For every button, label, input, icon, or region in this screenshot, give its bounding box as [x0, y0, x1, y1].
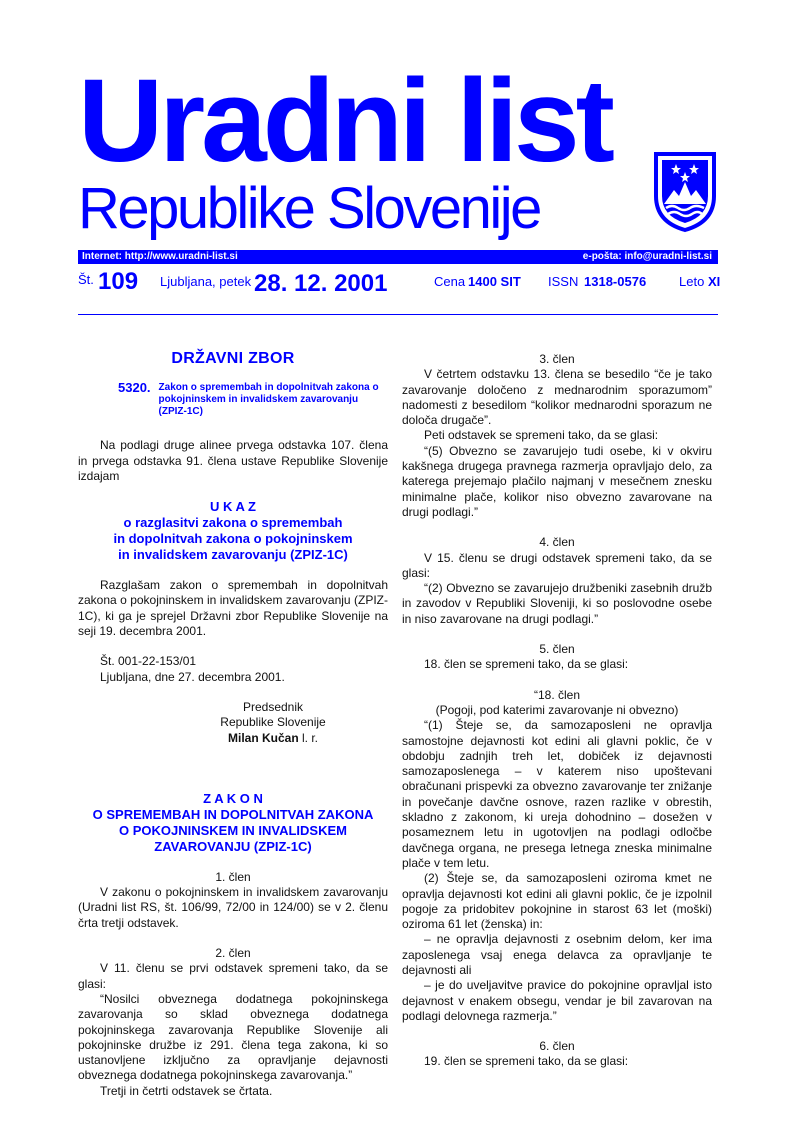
left-column — [78, 345, 388, 1099]
zakon-subtitle-1: O SPREMEMBAH IN DOPOLNITVAH ZAKONA — [92, 806, 374, 822]
act-header — [78, 380, 388, 418]
act-title: Zakon o spremembah in dopolnitvah zakona o pokojninskem in invalidskem zavarovanju (ZPIZ-1C) — [158, 382, 379, 418]
contact-bar — [78, 250, 718, 264]
ukaz-subtitle-3: in invalidskem zavarovanju (ZPIZ-1C) — [118, 547, 348, 563]
article-2-heading: 2. člen — [215, 946, 251, 961]
signature-block — [158, 731, 388, 746]
zakon-subtitle-3: ZAVAROVANJU (ZPIZ-1C) — [154, 838, 312, 854]
header-rule — [78, 314, 718, 315]
article-3-text-3: “(5) Obvezno se zavarujejo tudi osebe, ki v okviru kakšnega drugega pravnega razmerja opravljajo delo, za katerega prejemajo plačilo najmanj v mesečnem znesku minimalne plače, kolikor niso obvezno zavarovane na drugi podlagi.” — [402, 443, 712, 519]
signature-name: Milan Kučan — [227, 730, 299, 745]
year-value: XI — [708, 274, 721, 289]
act-number: 5320. — [118, 380, 151, 396]
internet-link[interactable]: Internet: http://www.uradni-list.si — [82, 251, 238, 262]
article-18-para-3: – ne opravlja dejavnosti z osebnim delom, ker ima zaposlenega vsaj enega delavca za opravljanje te dejavnosti ali — [402, 932, 712, 977]
article-2-text-1: V 11. členu se prvi odstavek spremeni tako, da se glasi: — [78, 961, 388, 991]
article-1-text: V zakonu o pokojninskem in invalidskem zavarovanju (Uradni list RS, št. 106/99, 72/00 in 124/00) se v 2. členu črta tretji odstavek. — [78, 885, 388, 930]
right-column — [402, 352, 712, 1070]
issn-label: ISSN — [548, 274, 579, 289]
price-label: Cena — [434, 274, 466, 289]
article-4-text-2: “(2) Obvezno se zavarujejo družbeniki zasebnih družb in zavodov v Republiki Sloveniji, ki so poslovodne osebe in niso zavarovane na drugi podlagi.” — [402, 581, 712, 626]
article-5-text-1: 18. člen se spremeni tako, da se glasi: — [424, 657, 629, 672]
signature-role-2: Republike Slovenije — [220, 715, 326, 730]
article-1-heading: 1. člen — [215, 869, 251, 884]
ukaz-title: U K A Z — [210, 499, 256, 515]
article-5-heading: 5. člen — [539, 642, 575, 657]
article-2-text-3: Tretji in četrti odstavek se črtata. — [100, 1083, 273, 1098]
ukaz-subtitle-1: o razglasitvi zakona o spremembah — [123, 515, 343, 531]
coat-of-arms-icon — [652, 150, 718, 234]
article-18-para-2: (2) Šteje se, da samozaposleni oziroma kmet ne opravlja dejavnosti kot edini ali glavni poklic, če je izpolnil pogoje za pridobitev pokojnine in starost 63 let (moški) oziroma 61 let (ženska) in: — [402, 871, 712, 932]
article-4-text-1: V 15. členu se drugi odstavek spremeni tako, da se glasi: — [402, 550, 712, 580]
email-link[interactable]: e-pošta: info@uradni-list.si — [582, 251, 712, 262]
issn-value: 1318-0576 — [584, 274, 647, 289]
ukaz-subtitle-2: in dopolnitvah zakona o pokojninskem — [113, 531, 353, 547]
article-18-para-4: – je do uveljavitve pravice do pokojnine opravljal isto dejavnost v enakem obsegu, vendar je bil zavarovan na podlagi delovnega razmerja.” — [402, 978, 712, 1023]
article-18-subtitle: (Pogoji, pod katerimi zavarovanje ni obvezno) — [435, 702, 679, 717]
article-3-text-1: V četrtem odstavku 13. člena se besedilo “če je tako zavarovanje določeno z mednarodnim sporazumom” nadomesti z besedilom “kolikor mednarodni sporazum ne določa drugače”. — [402, 367, 712, 428]
journal-title: Uradni list — [78, 55, 611, 187]
article-18-para-1: “(1) Šteje se, da samozaposleni ne opravlja samostojne dejavnosti kot edini ali glavni poklic, če v obdobju zadnjih treh let, dobiček iz dejavnosti samozaposlenega – v katerem niso upoštevani obračunani prispevki za obvezno zavarovanje ter znižanje in povečanje davčne osnove, razen razlike v obrestih, skladno z zakonom, ki ureja dohodnino – dosežen v posameznem letu in ugotovljen na podlagi odločbe davčnega organa, ne presega letnega zneska minimalne plače v tem letu. — [402, 718, 712, 870]
signature-suffix: l. r. — [298, 730, 319, 745]
issue-line — [78, 268, 721, 306]
article-18-heading: “18. člen — [533, 687, 581, 702]
issue-no-label: Št. — [78, 272, 94, 287]
issue-place-day: Ljubljana, petek — [160, 274, 252, 289]
reference-date: Ljubljana, dne 27. decembra 2001. — [100, 669, 285, 684]
year-label: Leto — [679, 274, 705, 289]
signature-role-1: Predsednik — [242, 699, 304, 714]
article-3-text-2: Peti odstavek se spremeni tako, da se glasi: — [424, 428, 659, 443]
reference-number: Št. 001-22-153/01 — [100, 654, 197, 669]
section-heading: DRŽAVNI ZBOR — [171, 350, 295, 367]
journal-subtitle: Republike Slovenije — [78, 176, 540, 241]
zakon-title: Z A K O N — [203, 790, 263, 806]
intro-text: Na podlagi druge alinee prvega odstavka 107. člena in prvega odstavka 91. člena ustave Republike Slovenije izdajam — [78, 438, 388, 483]
article-6-text-1: 19. člen se spremeni tako, da se glasi: — [424, 1054, 629, 1069]
article-6-heading: 6. člen — [539, 1039, 575, 1054]
issue-number: 109 — [98, 268, 139, 295]
article-4-heading: 4. člen — [539, 535, 575, 550]
zakon-subtitle-2: O POKOJNINSKEM IN INVALIDSKEM — [118, 822, 347, 838]
article-2-text-2: “Nosilci obveznega dodatnega pokojninskega zavarovanja so sklad obveznega dodatnega pokojninskega zavarovanja Republike Slovenije ali pokojninske družbe iz 291. člena tega zakona, ki so ustanovljene izključno za opravljanje dejavnosti obveznega dodatnega pokojninskega zavarovanja.” — [78, 991, 388, 1083]
ukaz-text: Razglašam zakon o spremembah in dopolnitvah zakona o pokojninskem in invalidskem zavarovanju (ZPIZ-1C), ki ga je sprejel Državni zbor Republike Slovenije na seji 19. decembra 2001. — [78, 578, 388, 639]
article-3-heading: 3. člen — [539, 352, 575, 366]
issue-date: 28. 12. 2001 — [254, 270, 388, 297]
price-value: 1400 SIT — [468, 274, 521, 289]
